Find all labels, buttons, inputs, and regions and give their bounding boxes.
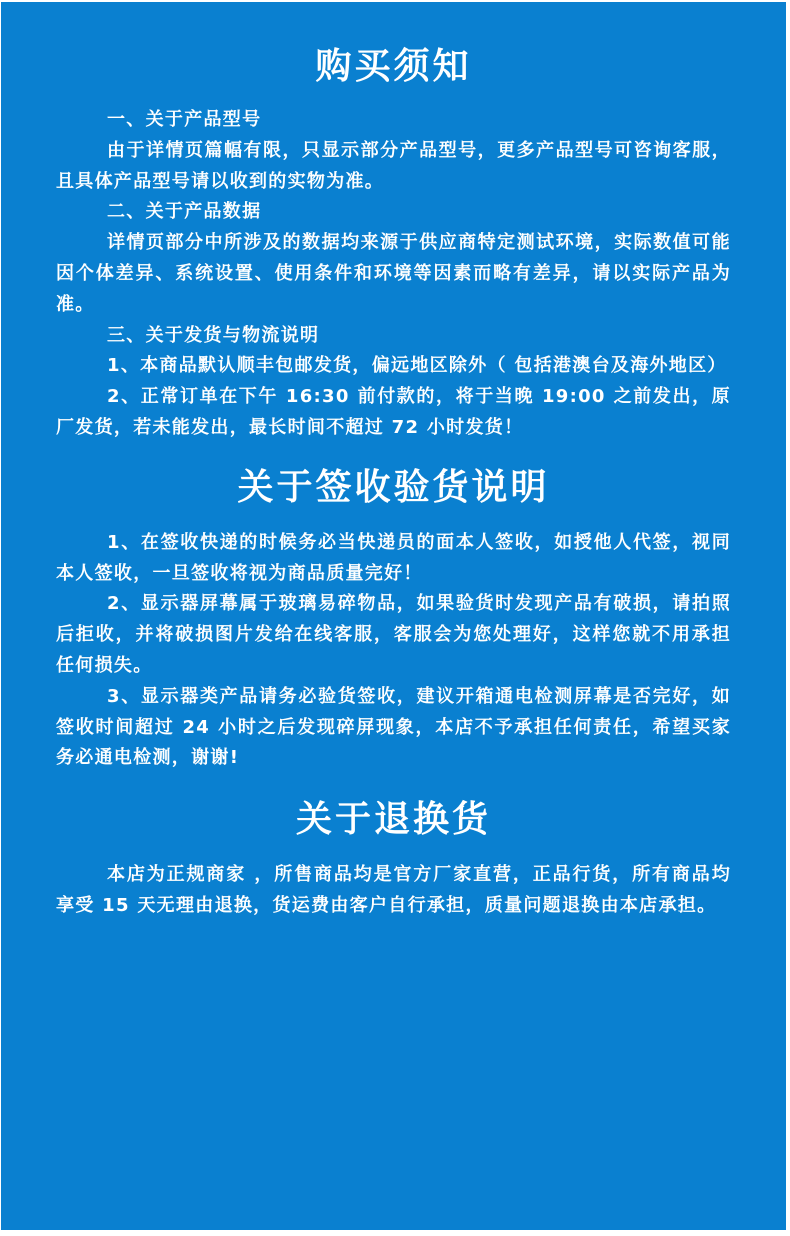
returns-body xyxy=(56,860,731,922)
paragraph-sign-in-person: 1、在签收快递的时候务必当快递员的面本人签收，如授他人代签，视同本人签收，一旦签收将视为商品质量完好！ xyxy=(56,531,731,584)
section-title-purchase-notice: 购买须知 xyxy=(315,46,472,87)
paragraph-shipping-default: 1、本商品默认顺丰包邮发货，偏远地区除外（ 包括港澳台及海外地区） xyxy=(107,355,727,377)
paragraph-returns-policy: 本店为正规商家 ，所售商品均是官方厂家直营，正品行货，所有商品均享受 15 天无理由退换，货运费由客户自行承担，质量问题退换由本店承担。 xyxy=(56,864,731,916)
paragraph-power-test: 3、显示器类产品请务必验货签收，建议开箱通电检测屏幕是否完好，如签收时间超过 24 小时之后发现碎屏现象，本店不予承担任何责任，希望买家务必通电检测，谢谢! xyxy=(56,685,731,769)
paragraph-product-model: 由于详情页篇幅有限，只显示部分产品型号，更多产品型号可咨询客服，且具体产品型号请以收到的实物为准。 xyxy=(56,139,731,192)
section-title-receipt-inspection: 关于签收验货说明 xyxy=(237,466,550,508)
paragraph-product-data: 详情页部分中所涉及的数据均来源于供应商特定测试环境，实际数值可能因个体差异、系统设置、使用条件和环境等因素而略有差异，请以实际产品为准。 xyxy=(56,232,731,315)
paragraph-shipping-time: 2、正常订单在下午 16:30 前付款的，将于当晚 19:00 之前发出，原厂发货，若未能发出，最长时间不超过 72 小时发货！ xyxy=(56,386,731,438)
heading-product-model: 一、关于产品型号 xyxy=(107,109,262,130)
receipt-inspection-body xyxy=(56,528,731,774)
section-title-returns: 关于退换货 xyxy=(295,799,491,841)
paragraph-screen-damage: 2、显示器屏幕属于玻璃易碎物品，如果验货时发现产品有破损，请拍照后拒收，并将破损图片发给在线客服，客服会为您处理好，这样您就不用承担任何损失。 xyxy=(56,593,731,676)
purchase-notice-page xyxy=(1,2,786,1230)
heading-shipping-logistics: 三、关于发货与物流说明 xyxy=(107,324,320,346)
heading-product-data: 二、关于产品数据 xyxy=(107,201,262,223)
purchase-notice-body xyxy=(56,105,731,444)
